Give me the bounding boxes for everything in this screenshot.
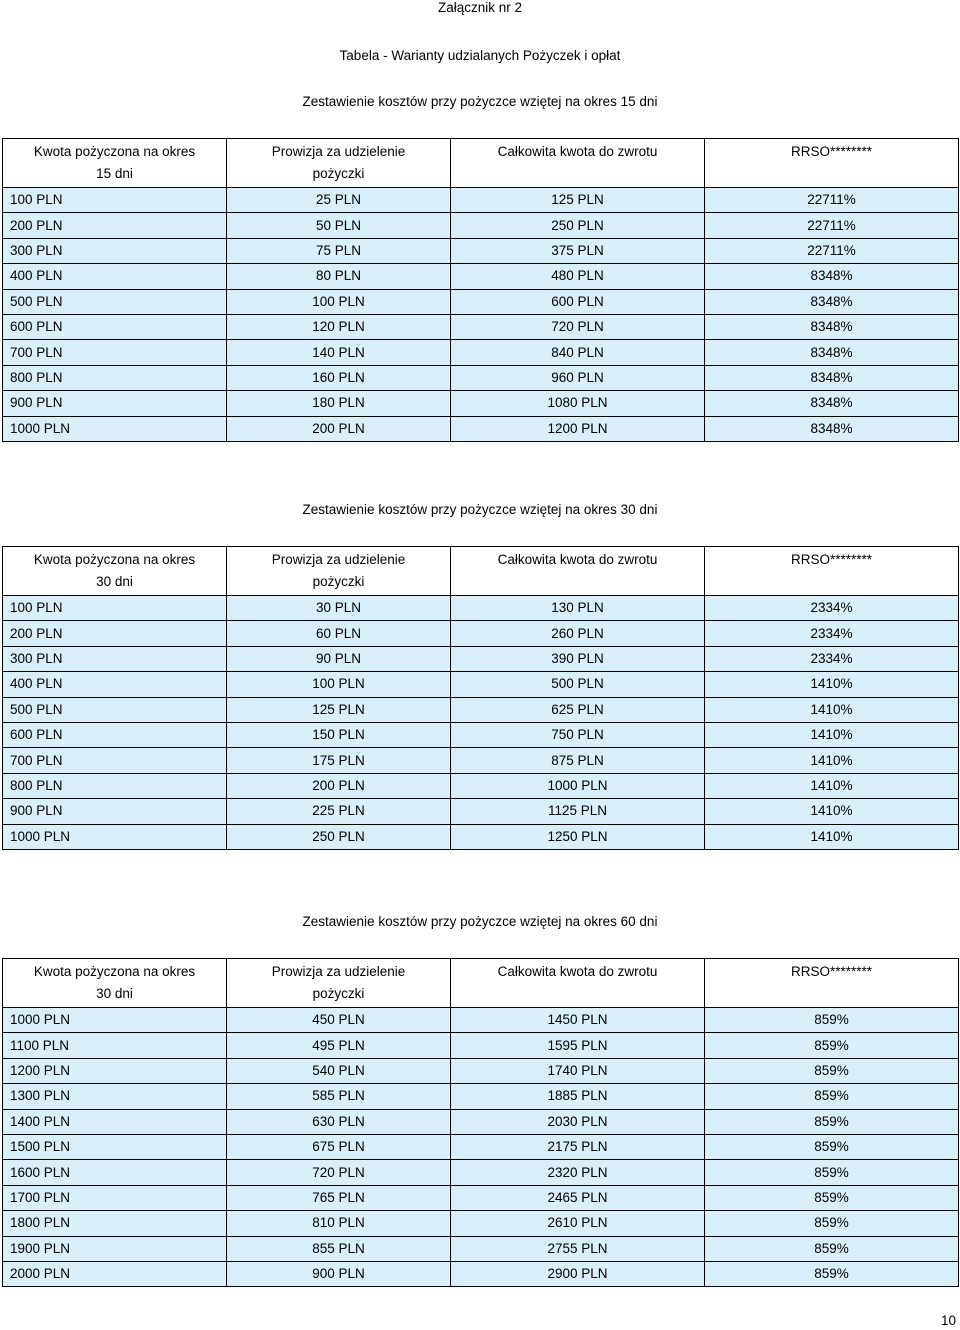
table-row	[3, 1185, 959, 1210]
table-section-15-days	[2, 92, 958, 442]
table-section-60-days	[2, 912, 958, 1287]
cell-fee: 495 PLN	[227, 1033, 451, 1058]
cell-total: 1595 PLN	[451, 1033, 705, 1058]
cell-fee: 180 PLN	[227, 391, 451, 416]
cell-total: 1250 PLN	[451, 824, 705, 849]
table-row	[3, 1084, 959, 1109]
table-row	[3, 416, 959, 441]
header-rrso	[705, 547, 959, 596]
cell-rrso: 8348%	[705, 416, 959, 441]
header-fee-line2: pożyczki	[312, 166, 365, 181]
page-number: 10	[940, 1313, 956, 1328]
table-section-30-days	[2, 500, 958, 850]
table-row	[3, 799, 959, 824]
header-fee	[227, 139, 451, 188]
cell-fee: 80 PLN	[227, 264, 451, 289]
cell-rrso: 1410%	[705, 824, 959, 849]
table-row	[3, 1236, 959, 1261]
cell-fee: 540 PLN	[227, 1058, 451, 1083]
table-header-row	[3, 959, 959, 1008]
table-row	[3, 1058, 959, 1083]
table-row	[3, 365, 959, 390]
cell-rrso: 8348%	[705, 340, 959, 365]
cell-total: 875 PLN	[451, 748, 705, 773]
header-fee-line1: Prowizja za udzielenie	[271, 144, 406, 159]
cell-total: 1125 PLN	[451, 799, 705, 824]
header-fee-line2: pożyczki	[312, 574, 365, 589]
cell-fee: 100 PLN	[227, 289, 451, 314]
table-row	[3, 722, 959, 747]
cell-amount: 200 PLN	[3, 621, 227, 646]
cell-rrso: 859%	[705, 1033, 959, 1058]
cell-rrso: 859%	[705, 1185, 959, 1210]
cell-fee: 125 PLN	[227, 697, 451, 722]
header-amount	[3, 547, 227, 596]
cost-table	[2, 546, 959, 850]
cell-rrso: 8348%	[705, 314, 959, 339]
cell-fee: 175 PLN	[227, 748, 451, 773]
header-amount	[3, 139, 227, 188]
cell-amount: 1100 PLN	[3, 1033, 227, 1058]
header-fee-line2: pożyczki	[312, 986, 365, 1001]
cell-total: 2465 PLN	[451, 1185, 705, 1210]
cell-rrso: 2334%	[705, 596, 959, 621]
table-row	[3, 672, 959, 697]
cell-amount: 1200 PLN	[3, 1058, 227, 1083]
cell-amount: 1500 PLN	[3, 1134, 227, 1159]
cell-total: 375 PLN	[451, 238, 705, 263]
cell-fee: 90 PLN	[227, 646, 451, 671]
cell-amount: 700 PLN	[3, 340, 227, 365]
cell-rrso: 859%	[705, 1236, 959, 1261]
cell-amount: 300 PLN	[3, 238, 227, 263]
cell-amount: 900 PLN	[3, 391, 227, 416]
cell-amount: 600 PLN	[3, 314, 227, 339]
header-total	[451, 139, 705, 188]
header-amount-line1: Kwota pożyczona na okres	[33, 144, 196, 159]
cell-total: 2610 PLN	[451, 1211, 705, 1236]
header-rrso-label: RRSO********	[790, 964, 873, 979]
cell-fee: 810 PLN	[227, 1211, 451, 1236]
cell-rrso: 1410%	[705, 697, 959, 722]
cell-fee: 630 PLN	[227, 1109, 451, 1134]
cell-fee: 50 PLN	[227, 213, 451, 238]
cell-amount: 1000 PLN	[3, 416, 227, 441]
cell-amount: 1000 PLN	[3, 824, 227, 849]
header-total-label: Całkowita kwota do zwrotu	[497, 144, 658, 159]
cell-amount: 1900 PLN	[3, 1236, 227, 1261]
table-header-row	[3, 547, 959, 596]
table-row	[3, 340, 959, 365]
cell-rrso: 22711%	[705, 238, 959, 263]
cell-total: 1885 PLN	[451, 1084, 705, 1109]
cell-amount: 300 PLN	[3, 646, 227, 671]
header-rrso-label: RRSO********	[790, 144, 873, 159]
cell-rrso: 859%	[705, 1134, 959, 1159]
cell-rrso: 1410%	[705, 672, 959, 697]
cell-fee: 585 PLN	[227, 1084, 451, 1109]
cell-fee: 450 PLN	[227, 1008, 451, 1033]
cell-amount: 400 PLN	[3, 672, 227, 697]
cell-rrso: 8348%	[705, 365, 959, 390]
cell-amount: 100 PLN	[3, 596, 227, 621]
header-fee	[227, 547, 451, 596]
cell-rrso: 2334%	[705, 621, 959, 646]
cell-amount: 900 PLN	[3, 799, 227, 824]
cell-amount: 600 PLN	[3, 722, 227, 747]
cell-total: 2900 PLN	[451, 1261, 705, 1286]
cell-fee: 100 PLN	[227, 672, 451, 697]
table-row	[3, 188, 959, 213]
table-row	[3, 1109, 959, 1134]
cell-amount: 800 PLN	[3, 773, 227, 798]
header-total-label: Całkowita kwota do zwrotu	[497, 964, 658, 979]
cell-total: 600 PLN	[451, 289, 705, 314]
table-row	[3, 596, 959, 621]
cell-fee: 720 PLN	[227, 1160, 451, 1185]
table-row	[3, 1261, 959, 1286]
table-row	[3, 621, 959, 646]
cell-total: 2030 PLN	[451, 1109, 705, 1134]
header-fee-line1: Prowizja za udzielenie	[271, 552, 406, 567]
table-row	[3, 1211, 959, 1236]
cell-amount: 1700 PLN	[3, 1185, 227, 1210]
table-row	[3, 748, 959, 773]
cell-fee: 25 PLN	[227, 188, 451, 213]
cell-rrso: 1410%	[705, 748, 959, 773]
cell-amount: 1800 PLN	[3, 1211, 227, 1236]
cell-amount: 1600 PLN	[3, 1160, 227, 1185]
cell-fee: 140 PLN	[227, 340, 451, 365]
cell-amount: 800 PLN	[3, 365, 227, 390]
cell-amount: 700 PLN	[3, 748, 227, 773]
cell-amount: 1300 PLN	[3, 1084, 227, 1109]
cell-fee: 765 PLN	[227, 1185, 451, 1210]
cell-total: 1000 PLN	[451, 773, 705, 798]
cell-fee: 225 PLN	[227, 799, 451, 824]
cell-fee: 150 PLN	[227, 722, 451, 747]
cell-rrso: 859%	[705, 1084, 959, 1109]
cell-fee: 200 PLN	[227, 416, 451, 441]
cell-total: 2755 PLN	[451, 1236, 705, 1261]
cell-amount: 200 PLN	[3, 213, 227, 238]
cell-total: 1740 PLN	[451, 1058, 705, 1083]
header-rrso	[705, 959, 959, 1008]
table-row	[3, 1008, 959, 1033]
table-row	[3, 697, 959, 722]
cell-total: 750 PLN	[451, 722, 705, 747]
table-title: Zestawienie kosztów przy pożyczce wziętej na okres 30 dni	[302, 502, 658, 517]
header-amount-line1: Kwota pożyczona na okres	[33, 964, 196, 979]
header-rrso	[705, 139, 959, 188]
cell-rrso: 8348%	[705, 289, 959, 314]
cell-amount: 100 PLN	[3, 188, 227, 213]
cell-total: 260 PLN	[451, 621, 705, 646]
cost-table	[2, 958, 959, 1287]
table-row	[3, 1033, 959, 1058]
annex-label: Załącznik nr 2	[437, 0, 523, 15]
cell-total: 625 PLN	[451, 697, 705, 722]
document-title: Tabela - Warianty udzialanych Pożyczek i opłat	[339, 48, 621, 63]
table-title: Zestawienie kosztów przy pożyczce wziętej na okres 60 dni	[302, 914, 658, 929]
header-amount-line2: 30 dni	[96, 574, 133, 589]
cell-rrso: 1410%	[705, 722, 959, 747]
header-amount-line2: 15 dni	[96, 166, 133, 181]
cell-total: 130 PLN	[451, 596, 705, 621]
cell-total: 390 PLN	[451, 646, 705, 671]
cell-rrso: 859%	[705, 1109, 959, 1134]
cell-rrso: 859%	[705, 1008, 959, 1033]
table-row	[3, 391, 959, 416]
header-fee-line1: Prowizja za udzielenie	[271, 964, 406, 979]
cell-rrso: 1410%	[705, 773, 959, 798]
cell-total: 480 PLN	[451, 264, 705, 289]
cell-rrso: 2334%	[705, 646, 959, 671]
table-row	[3, 1134, 959, 1159]
cell-amount: 500 PLN	[3, 697, 227, 722]
cell-rrso: 22711%	[705, 213, 959, 238]
cell-amount: 2000 PLN	[3, 1261, 227, 1286]
cell-rrso: 859%	[705, 1261, 959, 1286]
cell-rrso: 8348%	[705, 391, 959, 416]
cell-fee: 200 PLN	[227, 773, 451, 798]
cell-fee: 900 PLN	[227, 1261, 451, 1286]
cell-rrso: 859%	[705, 1160, 959, 1185]
cell-rrso: 1410%	[705, 799, 959, 824]
table-row	[3, 773, 959, 798]
cell-amount: 500 PLN	[3, 289, 227, 314]
cell-rrso: 859%	[705, 1058, 959, 1083]
header-total	[451, 547, 705, 596]
cell-amount: 1400 PLN	[3, 1109, 227, 1134]
cell-rrso: 22711%	[705, 188, 959, 213]
cell-fee: 855 PLN	[227, 1236, 451, 1261]
table-row	[3, 289, 959, 314]
cell-total: 1200 PLN	[451, 416, 705, 441]
header-amount	[3, 959, 227, 1008]
cell-amount: 1000 PLN	[3, 1008, 227, 1033]
table-row	[3, 314, 959, 339]
cost-table	[2, 138, 959, 442]
cell-rrso: 8348%	[705, 264, 959, 289]
table-title: Zestawienie kosztów przy pożyczce wziętej na okres 15 dni	[302, 94, 658, 109]
cell-fee: 160 PLN	[227, 365, 451, 390]
cell-fee: 75 PLN	[227, 238, 451, 263]
cell-total: 1450 PLN	[451, 1008, 705, 1033]
cell-total: 840 PLN	[451, 340, 705, 365]
table-row	[3, 646, 959, 671]
table-row	[3, 213, 959, 238]
header-amount-line1: Kwota pożyczona na okres	[33, 552, 196, 567]
table-header-row	[3, 139, 959, 188]
cell-total: 960 PLN	[451, 365, 705, 390]
cell-total: 500 PLN	[451, 672, 705, 697]
cell-fee: 120 PLN	[227, 314, 451, 339]
table-row	[3, 824, 959, 849]
table-row	[3, 238, 959, 263]
cell-total: 250 PLN	[451, 213, 705, 238]
cell-total: 2175 PLN	[451, 1134, 705, 1159]
header-total	[451, 959, 705, 1008]
cell-fee: 675 PLN	[227, 1134, 451, 1159]
table-row	[3, 1160, 959, 1185]
header-total-label: Całkowita kwota do zwrotu	[497, 552, 658, 567]
cell-total: 125 PLN	[451, 188, 705, 213]
cell-fee: 250 PLN	[227, 824, 451, 849]
cell-fee: 30 PLN	[227, 596, 451, 621]
header-fee	[227, 959, 451, 1008]
table-row	[3, 264, 959, 289]
header-amount-line2: 30 dni	[96, 986, 133, 1001]
header-rrso-label: RRSO********	[790, 552, 873, 567]
cell-amount: 400 PLN	[3, 264, 227, 289]
cell-total: 1080 PLN	[451, 391, 705, 416]
cell-total: 2320 PLN	[451, 1160, 705, 1185]
cell-rrso: 859%	[705, 1211, 959, 1236]
cell-fee: 60 PLN	[227, 621, 451, 646]
cell-total: 720 PLN	[451, 314, 705, 339]
